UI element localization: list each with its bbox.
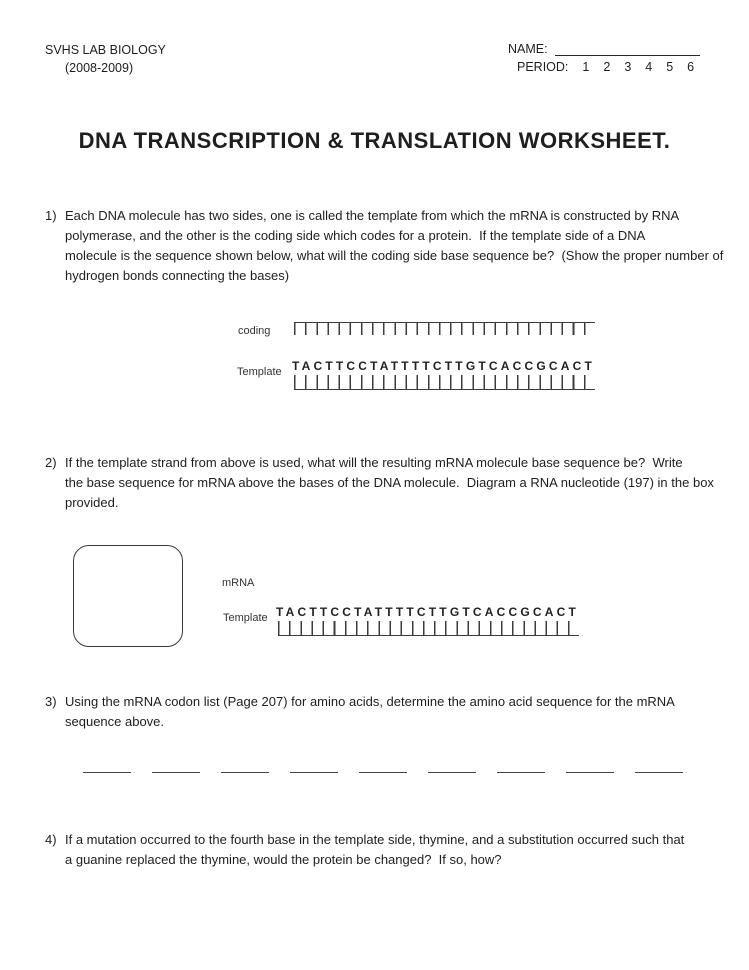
amino-acid-answer-blanks	[83, 760, 683, 773]
school-name: SVHS LAB BIOLOGY	[45, 43, 166, 57]
header-left	[45, 41, 166, 77]
period-label: PERIOD:	[517, 60, 569, 74]
question-2	[45, 453, 714, 513]
name-input-line[interactable]	[555, 42, 700, 56]
answer-blank[interactable]	[635, 760, 683, 773]
answer-blank[interactable]	[428, 760, 476, 773]
question-1-text: Each DNA molecule has two sides, one is called the template from which the mRNA is constructed by RNA polymerase, and the other is the coding side which codes for a protein. If the template side of a DNA molecule is the sequence shown below, what will the coding side base sequence be? (Show the proper number of hydrogen bonds connecting the bases)	[65, 208, 724, 283]
period-option-6[interactable]: 6	[687, 60, 695, 74]
answer-blank[interactable]	[221, 760, 269, 773]
hydrogen-bond-ticks-2	[278, 621, 579, 636]
coding-strand-answer-ticks[interactable]	[294, 322, 595, 335]
question-2-number: 2)	[45, 455, 57, 470]
question-4-number: 4)	[45, 832, 57, 847]
mrna-label: mRNA	[222, 577, 255, 589]
template-strand-label-2: Template	[223, 612, 268, 624]
page-title: DNA TRANSCRIPTION & TRANSLATION WORKSHEET.	[78, 128, 671, 153]
answer-blank[interactable]	[497, 760, 545, 773]
nucleotide-drawing-box[interactable]	[73, 545, 183, 647]
coding-strand-label: coding	[238, 325, 271, 337]
hydrogen-bond-ticks-1	[294, 375, 595, 390]
answer-blank[interactable]	[290, 760, 338, 773]
period-option-5[interactable]: 5	[666, 60, 674, 74]
period-option-4[interactable]: 4	[645, 60, 653, 74]
period-option-3[interactable]: 3	[624, 60, 632, 74]
template-sequence-2: TACTTCCTATTTTCTTGTCACCGCACT	[276, 605, 580, 619]
question-1-number: 1)	[45, 208, 57, 223]
name-label: NAME:	[508, 42, 548, 56]
answer-blank[interactable]	[152, 760, 200, 773]
period-option-1[interactable]: 1	[582, 60, 590, 74]
question-3-text: Using the mRNA codon list (Page 207) for amino acids, determine the amino acid sequence for the mRNA sequence above.	[65, 694, 675, 729]
period-option-2[interactable]: 2	[603, 60, 611, 74]
question-2-text: If the template strand from above is used, what will the resulting mRNA molecule base sequence be? Write the base sequence for mRNA above the bases of the DNA molecule. Diagram a RNA nucleotide (197) in the box provided.	[65, 455, 714, 510]
question-3-number: 3)	[45, 694, 57, 709]
question-1	[45, 206, 723, 286]
mrna-answer-area[interactable]	[276, 570, 577, 586]
answer-blank[interactable]	[566, 760, 614, 773]
school-year: (2008-2009)	[65, 61, 134, 75]
header-right	[508, 42, 700, 74]
template-sequence-1: TACTTCCTATTTTCTTGTCACCGCACT	[292, 359, 596, 373]
question-4	[45, 830, 684, 870]
question-3	[45, 692, 675, 732]
answer-blank[interactable]	[359, 760, 407, 773]
answer-blank[interactable]	[83, 760, 131, 773]
template-strand-label-1: Template	[237, 366, 282, 378]
question-4-text: If a mutation occurred to the fourth base in the template side, thymine, and a substitution occurred such that a guanine replaced the thymine, would the protein be changed? If so, how?	[65, 832, 685, 867]
